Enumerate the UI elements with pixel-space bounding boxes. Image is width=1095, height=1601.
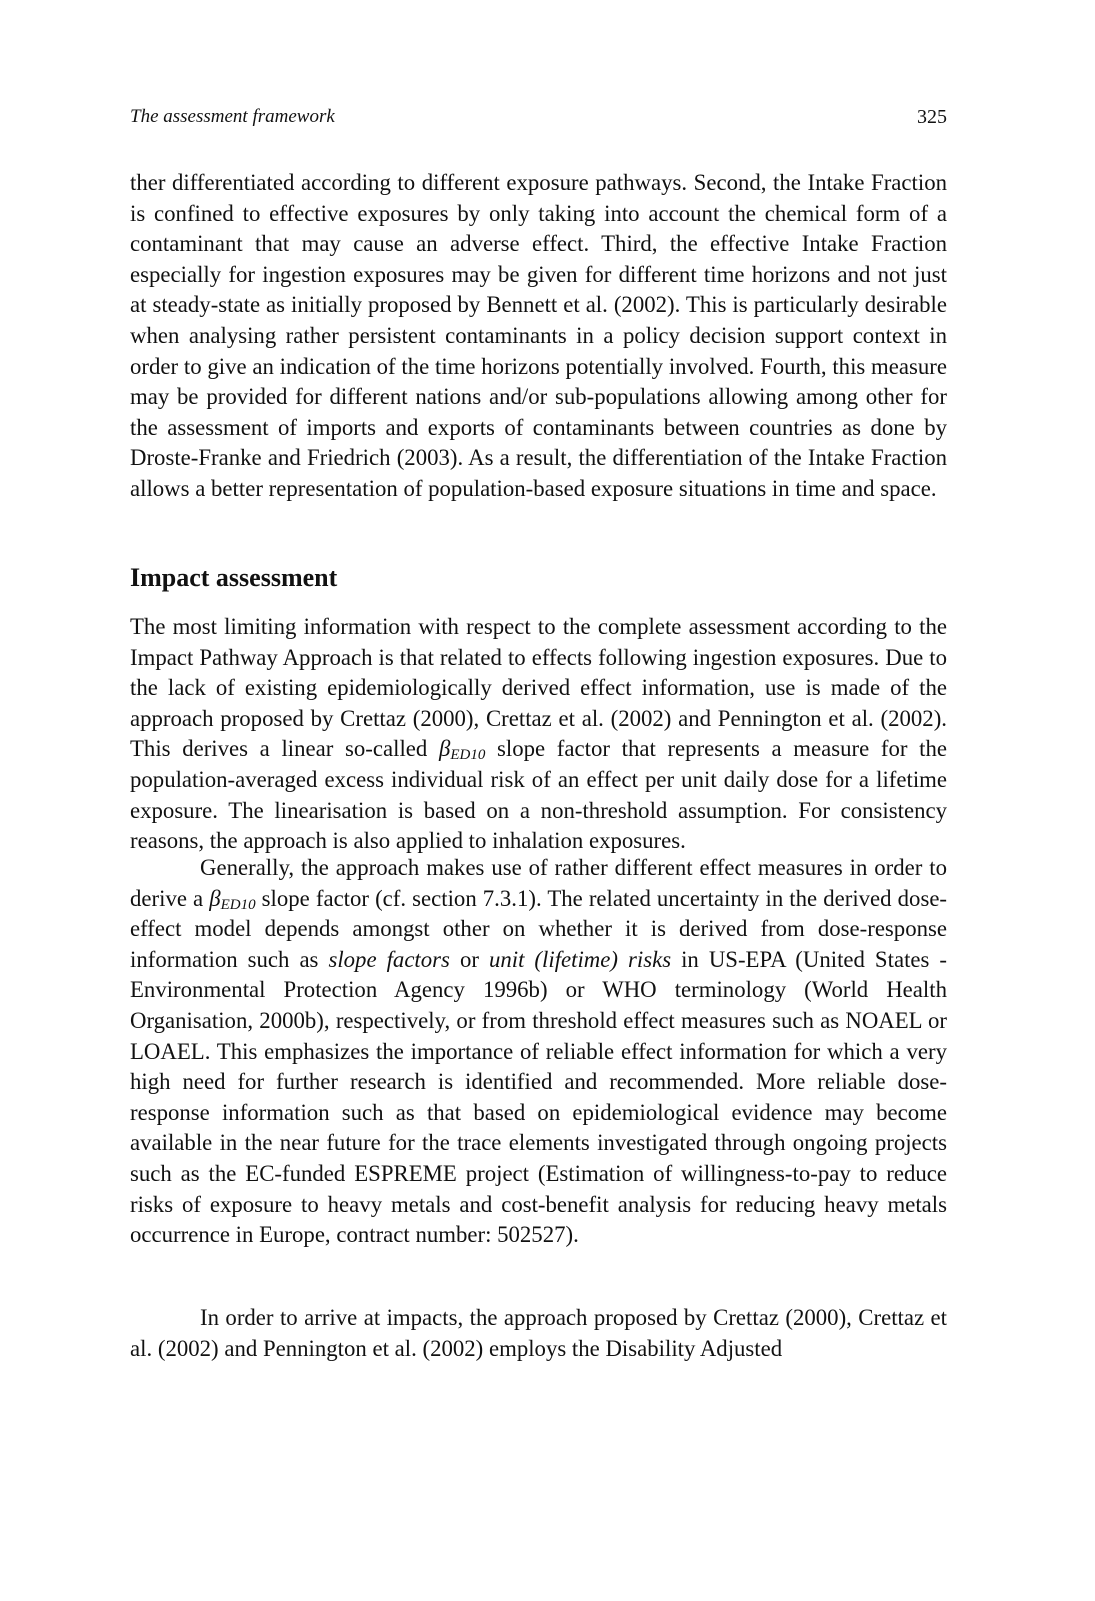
paragraph-text: ther differentiated according to different exposure pathways. Second, the Intake Fraction is confined to effective exposures by only taking into account the chemical form of a contaminant that may cause an adverse effect. Third, the effective Intake Fraction especially for ingestion exposures may be given for different time horizons and not just at steady-state as initially proposed by Bennett et al. (2002). This is particularly desirable when analysing rather persistent contaminants in a policy decision support context in order to give an indication of the time horizons potentially involved. Fourth, this measure may be provided for different nations and/or sub-populations allowing among other for the assessment of imports and exports of contaminants between countries as done by Droste-Franke and Friedrich (2003). As a result, the differentiation of the Intake Fraction allows a better representation of population-based exposure situations in time and space. — [130, 170, 947, 501]
beta-subscript: ED10 — [450, 747, 486, 764]
beta-subscript: ED10 — [220, 896, 256, 913]
term-slope-factors: slope factors — [328, 946, 450, 972]
paragraph-2-part-2: slope factor that represents a measure for the population-averaged excess individual risk of an effect per unit daily dose for a lifetime exposure. The linearisation is based on a non-threshold assumption. For consistency reasons, the approach is also applied to inhalation exposures. — [130, 736, 948, 854]
connector-word: or — [459, 946, 479, 972]
term-unit-lifetime-risks: unit (lifetime) risks — [488, 946, 672, 972]
body-paragraph-2 — [130, 612, 947, 857]
paragraph-3-part-1: Generally, the approach makes use of rather different effect measures in order to derive a — [130, 855, 947, 911]
page-number: 325 — [917, 106, 947, 128]
paragraph-text — [130, 853, 947, 1251]
body-paragraph-3 — [130, 853, 947, 1251]
paragraph-3-part-3: in US-EPA (United States - Environmental Protection Agency 1996b) or WHO terminology (World Health Organisation, 2000b), respectively, or from threshold effect measures such as NOAEL or LOAEL. This emphasizes the importance of reliable effect information for which a very high need for further research is identified and recommended. More reliable dose-response information such as that based on epidemiological evidence may become available in the near future for the trace elements investigated through ongoing projects such as the EC-funded ESPREME project (Estimation of willingness-to-pay to reduce risks of exposure to heavy metals and cost-benefit analysis for reducing heavy metals occurrence in Europe, contract number: 502527). — [130, 946, 947, 1248]
running-title: The assessment framework — [130, 106, 335, 127]
beta-letter: β — [438, 736, 451, 762]
body-paragraph-1 — [130, 168, 947, 505]
section-heading: Impact assessment — [130, 563, 338, 592]
paragraph-3-part-2: slope factor (cf. section 7.3.1). The related uncertainty in the derived dose-effect model depends amongst other on whether it is derived from dose-response information such as — [130, 885, 948, 972]
beta-letter: β — [209, 885, 221, 911]
beta-ed10-symbol — [209, 886, 255, 911]
paragraph-text: In order to arrive at impacts, the approach proposed by Crettaz (2000), Crettaz et al. (2002) and Pennington et al. (2002) employs the Disability Adjusted — [130, 1305, 947, 1361]
body-paragraph-4 — [130, 1303, 947, 1364]
paragraph-text — [130, 612, 947, 857]
running-header — [130, 106, 947, 136]
paragraph-2-part-1: The most limiting information with respect to the complete assessment according to the Impact Pathway Approach is that related to effects following ingestion exposures. Due to the lack of existing epidemiologically derived effect information, use is made of the approach proposed by Crettaz (2000), Crettaz et al. (2002) and Pennington et al. (2002). This derives a linear so-called — [130, 614, 947, 762]
beta-ed10-symbol — [438, 736, 486, 764]
